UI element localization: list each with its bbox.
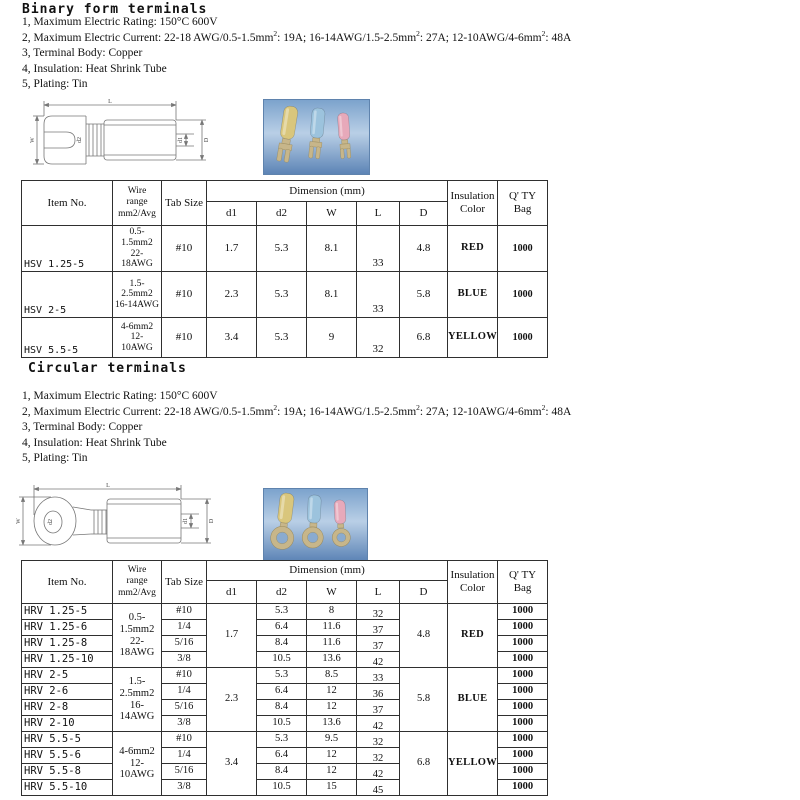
ring-terminal-drawing	[15, 481, 235, 559]
cell-d2: 6.4	[257, 620, 307, 636]
col-header-d1: d1	[207, 202, 257, 226]
cell-d2: 8.4	[257, 764, 307, 780]
cell-w: 12	[307, 748, 357, 764]
dim-label-D: D	[209, 518, 215, 524]
col-header-l: L	[357, 202, 400, 226]
table-row	[22, 226, 548, 272]
cell-qty: 1000	[498, 780, 548, 796]
cell-item-no: HSV 2-5	[22, 272, 113, 318]
cell-l: 33	[357, 272, 400, 318]
col-header-insulation-color: Insulation Color	[448, 561, 498, 604]
cell-l: 32	[357, 732, 400, 748]
cell-w: 12	[307, 684, 357, 700]
cell-tab-size: 5/16	[162, 764, 207, 780]
cell-w: 8.1	[307, 226, 357, 272]
cell-d: 4.8	[400, 226, 448, 272]
table-head	[22, 181, 548, 226]
cell-d2: 10.5	[257, 780, 307, 796]
cell-tab-size: #10	[162, 318, 207, 358]
col-header-d2: d2	[257, 581, 307, 604]
cell-l: 33	[357, 226, 400, 272]
cell-d2: 6.4	[257, 748, 307, 764]
cell-wire-range: 0.5- 1.5mm2 22- 18AWG	[113, 226, 162, 272]
cell-qty: 1000	[498, 764, 548, 780]
col-header-wire-range: Wire range mm2/Avg	[113, 561, 162, 604]
table-head	[22, 561, 548, 604]
spec-item: 2, Maximum Electric Current: 22-18 AWG/$0.5-1.5mm^2$: 19A; $16-14AWG/1.5-2.5mm^2$: 27A; $12-10AWG/4-6mm^2$: 48A	[22, 402, 572, 418]
col-header-item-no: Item No.	[22, 561, 113, 604]
cell-w: 11.6	[307, 620, 357, 636]
table-row	[22, 604, 548, 620]
cell-tab-size: 3/8	[162, 652, 207, 668]
cell-d1: 2.3	[207, 668, 257, 732]
cell-l: 37	[357, 620, 400, 636]
cell-d2: 5.3	[257, 732, 307, 748]
spec-item: 1, Maximum Electric Rating: 150°C 600V	[22, 16, 218, 28]
cell-item-no: HRV 1.25-5	[22, 604, 113, 620]
cell-d2: 5.3	[257, 318, 307, 358]
cell-d2: 8.4	[257, 636, 307, 652]
cell-qty: 1000	[498, 226, 548, 272]
cell-item-no: HRV 2-5	[22, 668, 113, 684]
cell-d1: 1.7	[207, 226, 257, 272]
col-header-wire-range: Wire range mm2/Avg	[113, 181, 162, 226]
cell-item-no: HRV 2-6	[22, 684, 113, 700]
cell-item-no: HRV 2-10	[22, 716, 113, 732]
cell-d2: 5.3	[257, 272, 307, 318]
spec-item: 5, Plating: Tin	[22, 78, 88, 90]
spec-list-binary	[22, 15, 571, 93]
table-body	[22, 226, 548, 358]
cell-qty: 1000	[498, 272, 548, 318]
cell-wire-range: 1.5- 2.5mm2 16-14AWG	[113, 272, 162, 318]
cell-l: 36	[357, 684, 400, 700]
spec-list-circular	[22, 389, 571, 467]
col-header-d: D	[400, 581, 448, 604]
cell-d: 6.8	[400, 318, 448, 358]
cell-qty: 1000	[498, 716, 548, 732]
cell-insulation-color: RED	[448, 604, 498, 668]
dim-label-d2: d2	[48, 519, 54, 525]
cell-qty: 1000	[498, 652, 548, 668]
cell-d: 5.8	[400, 668, 448, 732]
table-row	[22, 668, 548, 684]
cell-w: 8.1	[307, 272, 357, 318]
table-row	[22, 732, 548, 748]
cell-w: 8	[307, 604, 357, 620]
col-header-d: D	[400, 202, 448, 226]
table-body	[22, 604, 548, 796]
col-header-l: L	[357, 581, 400, 604]
cell-d: 6.8	[400, 732, 448, 796]
cell-wire-range: 0.5- 1.5mm2 22- 18AWG	[113, 604, 162, 668]
cell-insulation-color: YELLOW	[448, 732, 498, 796]
col-header-w: W	[307, 581, 357, 604]
cell-item-no: HRV 2-8	[22, 700, 113, 716]
cell-l: 32	[357, 604, 400, 620]
cell-qty: 1000	[498, 684, 548, 700]
spec-item: 5, Plating: Tin	[22, 452, 88, 464]
cell-l: 37	[357, 636, 400, 652]
section-title-binary: Binary form terminals	[22, 2, 208, 17]
binary-terminals-spec-table	[21, 180, 548, 358]
col-header-qty-bag: Q' TY Bag	[498, 181, 548, 226]
col-header-w: W	[307, 202, 357, 226]
cell-l: 45	[357, 780, 400, 796]
cell-w: 8.5	[307, 668, 357, 684]
cell-tab-size: #10	[162, 668, 207, 684]
spec-item: 2, Maximum Electric Current: 22-18 AWG/$0.5-1.5mm^2$: 19A; $16-14AWG/1.5-2.5mm^2$: 27A; $12-10AWG/4-6mm^2$: 48A	[22, 28, 572, 44]
ring-terminals-photo	[263, 488, 368, 562]
cell-tab-size: 1/4	[162, 684, 207, 700]
cell-tab-size: 1/4	[162, 620, 207, 636]
cell-tab-size: 1/4	[162, 748, 207, 764]
cell-insulation-color: BLUE	[448, 272, 498, 318]
cell-d1: 2.3	[207, 272, 257, 318]
cell-wire-range: 4-6mm2 12- 10AWG	[113, 318, 162, 358]
header-row	[22, 561, 548, 581]
cell-qty: 1000	[498, 604, 548, 620]
table-row	[22, 318, 548, 358]
col-header-d2: d2	[257, 202, 307, 226]
cell-tab-size: 3/8	[162, 716, 207, 732]
cell-tab-size: #10	[162, 272, 207, 318]
dim-label-W: W	[30, 137, 36, 143]
cell-qty: 1000	[498, 318, 548, 358]
cell-item-no: HRV 1.25-6	[22, 620, 113, 636]
spec-item: 4, Insulation: Heat Shrink Tube	[22, 62, 167, 75]
cell-l: 37	[357, 700, 400, 716]
cell-tab-size: 3/8	[162, 780, 207, 796]
cell-w: 12	[307, 764, 357, 780]
cell-d: 4.8	[400, 604, 448, 668]
cell-tab-size: 5/16	[162, 636, 207, 652]
cell-item-no: HRV 1.25-10	[22, 652, 113, 668]
cell-d1: 3.4	[207, 318, 257, 358]
spec-item: 4, Insulation: Heat Shrink Tube	[22, 436, 167, 449]
cell-wire-range: 4-6mm2 12- 10AWG	[113, 732, 162, 796]
dim-label-d2: d2	[77, 137, 83, 143]
cell-l: 42	[357, 716, 400, 732]
dim-label-d1: d1	[183, 518, 189, 524]
cell-w: 12	[307, 700, 357, 716]
cell-item-no: HSV 5.5-5	[22, 318, 113, 358]
cell-tab-size: #10	[162, 604, 207, 620]
col-header-tab-size: Tab Size	[162, 181, 207, 226]
cell-d2: 8.4	[257, 700, 307, 716]
cell-d2: 6.4	[257, 684, 307, 700]
fork-terminals-photo	[263, 99, 370, 175]
col-header-qty-bag: Q' TY Bag	[498, 561, 548, 604]
cell-d2: 5.3	[257, 604, 307, 620]
col-header-dimension-mm: Dimension (mm)	[207, 561, 448, 581]
cell-item-no: HRV 5.5-10	[22, 780, 113, 796]
cell-d2: 5.3	[257, 226, 307, 272]
cell-insulation-color: YELLOW	[448, 318, 498, 358]
dim-label-D: D	[204, 137, 210, 143]
cell-w: 13.6	[307, 716, 357, 732]
cell-item-no: HRV 1.25-8	[22, 636, 113, 652]
cell-tab-size: 5/16	[162, 700, 207, 716]
cell-w: 11.6	[307, 636, 357, 652]
dim-label-W: W	[16, 518, 22, 524]
cell-l: 42	[357, 652, 400, 668]
spec-item: 1, Maximum Electric Rating: 150°C 600V	[22, 390, 218, 402]
dim-label-L: L	[108, 99, 112, 105]
cell-d1: 3.4	[207, 732, 257, 796]
col-header-d1: d1	[207, 581, 257, 604]
cell-qty: 1000	[498, 748, 548, 764]
cell-d2: 5.3	[257, 668, 307, 684]
cell-w: 13.6	[307, 652, 357, 668]
cell-d2: 10.5	[257, 652, 307, 668]
cell-qty: 1000	[498, 620, 548, 636]
cell-d1: 1.7	[207, 604, 257, 668]
cell-tab-size: #10	[162, 732, 207, 748]
cell-d: 5.8	[400, 272, 448, 318]
col-header-dimension-mm: Dimension (mm)	[207, 181, 448, 202]
cell-tab-size: #10	[162, 226, 207, 272]
cell-item-no: HRV 5.5-6	[22, 748, 113, 764]
dim-label-L: L	[106, 483, 110, 489]
spec-item: 3, Terminal Body: Copper	[22, 47, 143, 59]
fork-terminal-drawing	[30, 96, 230, 178]
cell-qty: 1000	[498, 668, 548, 684]
table-row	[22, 272, 548, 318]
col-header-item-no: Item No.	[22, 181, 113, 226]
header-row	[22, 181, 548, 202]
cell-insulation-color: BLUE	[448, 668, 498, 732]
cell-item-no: HSV 1.25-5	[22, 226, 113, 272]
circular-terminals-spec-table	[21, 560, 548, 796]
cell-w: 9.5	[307, 732, 357, 748]
col-header-insulation-color: Insulation Color	[448, 181, 498, 226]
cell-d2: 10.5	[257, 716, 307, 732]
section-title-circular: Circular terminals	[28, 361, 187, 376]
cell-insulation-color: RED	[448, 226, 498, 272]
spec-item: 3, Terminal Body: Copper	[22, 421, 143, 433]
cell-l: 32	[357, 318, 400, 358]
cell-w: 15	[307, 780, 357, 796]
cell-qty: 1000	[498, 636, 548, 652]
cell-w: 9	[307, 318, 357, 358]
cell-qty: 1000	[498, 732, 548, 748]
dim-label-d1: d1	[178, 137, 184, 143]
cell-wire-range: 1.5- 2.5mm2 16-14AWG	[113, 668, 162, 732]
cell-item-no: HRV 5.5-8	[22, 764, 113, 780]
cell-l: 42	[357, 764, 400, 780]
cell-l: 33	[357, 668, 400, 684]
cell-qty: 1000	[498, 700, 548, 716]
cell-l: 32	[357, 748, 400, 764]
col-header-tab-size: Tab Size	[162, 561, 207, 604]
cell-item-no: HRV 5.5-5	[22, 732, 113, 748]
